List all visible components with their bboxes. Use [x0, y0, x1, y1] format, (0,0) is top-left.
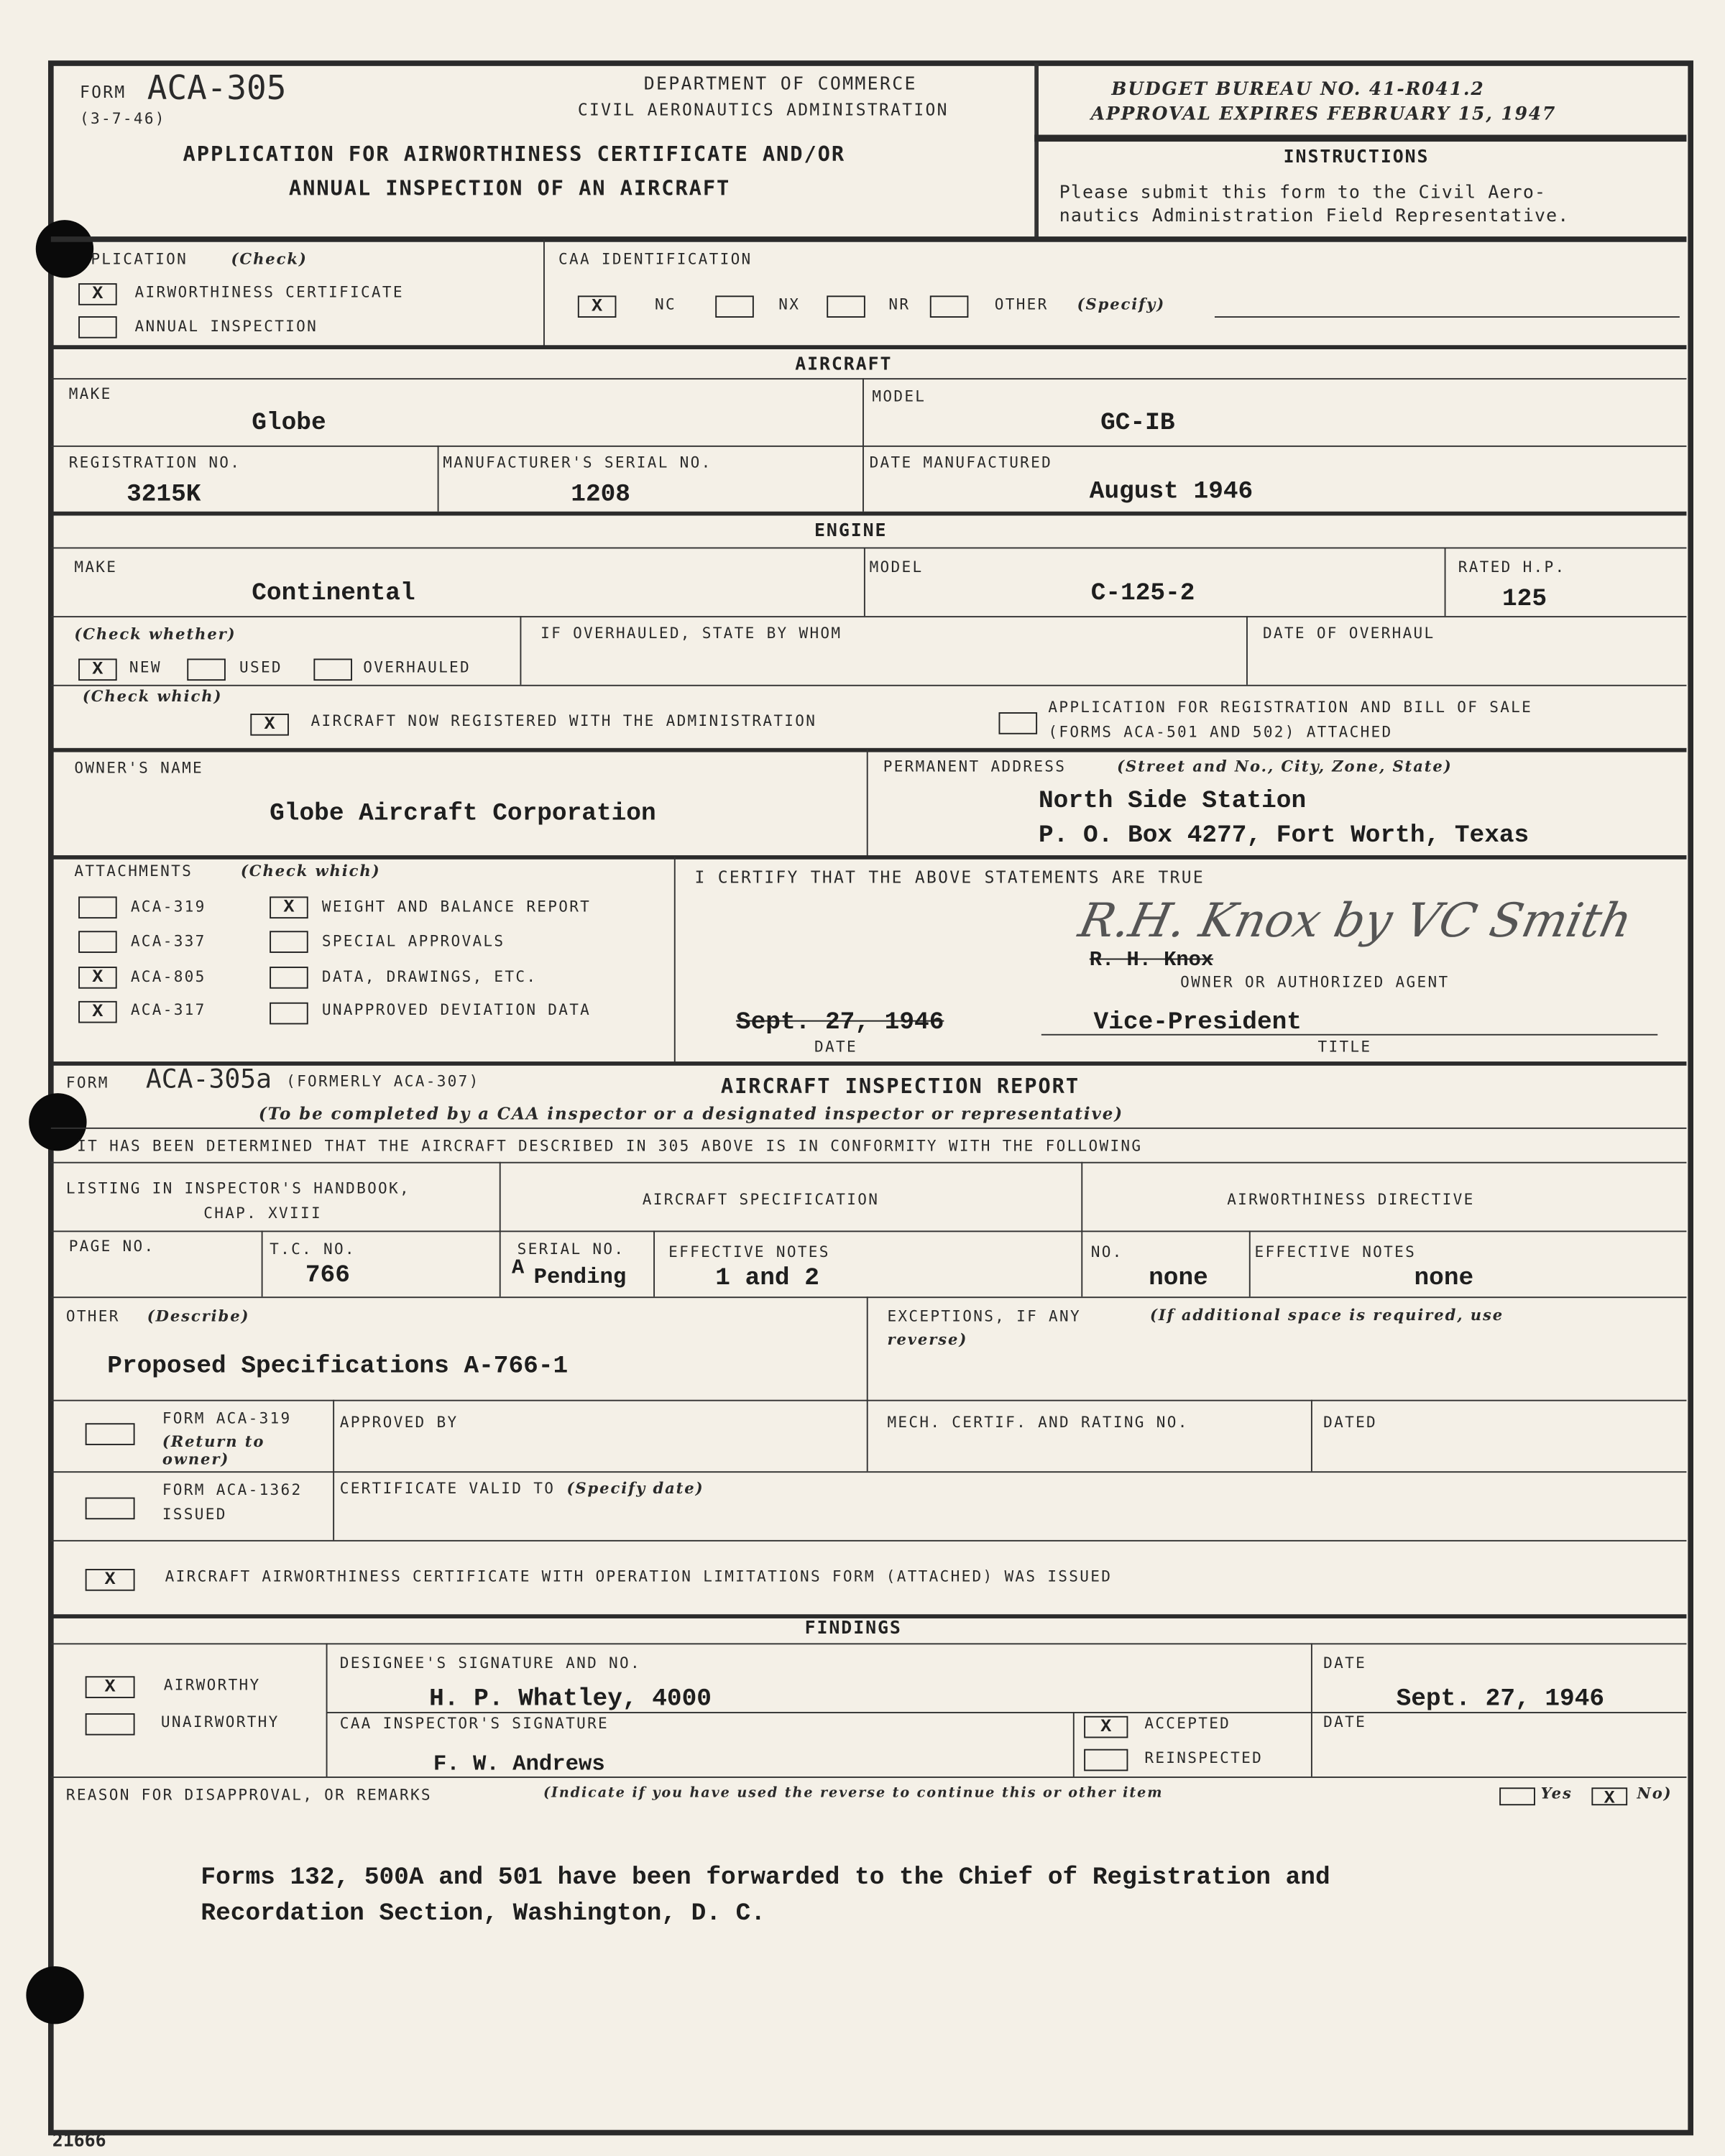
punch-hole — [36, 220, 93, 277]
option-label: ACCEPTED — [1144, 1714, 1231, 1733]
other-value: Proposed Specifications A-766-1 — [107, 1353, 569, 1381]
divider — [51, 1162, 1687, 1164]
field-label: NO. — [1090, 1243, 1123, 1261]
field-label: MAKE — [74, 558, 118, 576]
divider — [51, 855, 1687, 860]
checkbox-no[interactable]: X — [1591, 1787, 1627, 1805]
registration-number-value: 3215K — [126, 481, 201, 509]
aircraft-make-value: Globe — [252, 410, 326, 438]
divider — [51, 1540, 1687, 1542]
field-hint: (Specify date) — [566, 1479, 704, 1498]
form-title-line1: APPLICATION FOR AIRWORTHINESS CERTIFICATE AND/OR — [183, 142, 846, 167]
divider — [1311, 1400, 1312, 1471]
divider — [51, 345, 1687, 349]
option-label: Yes — [1540, 1784, 1573, 1803]
divider — [1073, 1712, 1075, 1777]
checkbox-airworthiness-certificate[interactable]: X — [78, 283, 117, 305]
field-label: (Return to — [162, 1432, 265, 1451]
checkbox-form-aca-1362[interactable] — [86, 1498, 135, 1520]
field-label: DATE — [814, 1038, 857, 1056]
checkbox-nx[interactable] — [715, 295, 754, 318]
field-label: DATE MANUFACTURED — [869, 453, 1053, 472]
field-label: APPROVED BY — [339, 1413, 459, 1432]
field-label: ISSUED — [162, 1506, 227, 1524]
conformity-statement: IT HAS BEEN DETERMINED THAT THE AIRCRAFT DESCRIBED IN 305 ABOVE IS IN CONFORMITY WITH THE FOLLOWING — [77, 1137, 1143, 1156]
option-label: APPLICATION FOR REGISTRATION AND BILL OF SALE — [1048, 698, 1533, 717]
option-label: ACA-317 — [130, 1000, 206, 1019]
serial-prefix: A — [511, 1256, 525, 1281]
aircraft-heading: AIRCRAFT — [795, 354, 893, 376]
certify-date-value: Sept. 27, 1946 — [735, 1009, 944, 1037]
checkbox-certificate-issued[interactable]: X — [86, 1569, 135, 1591]
application-label-hint: (Check) — [231, 250, 308, 269]
field-hint: reverse) — [887, 1331, 968, 1349]
field-label: FORM ACA-1362 — [162, 1480, 303, 1499]
divider — [674, 857, 676, 1063]
option-label: AIRCRAFT NOW REGISTERED WITH THE ADMINISTRATION — [310, 712, 817, 730]
divider — [51, 685, 1687, 686]
option-label: OTHER — [994, 295, 1049, 314]
punch-hole — [26, 1966, 83, 2024]
checkbox-data-drawings[interactable] — [270, 967, 308, 989]
budget-bureau: BUDGET BUREAU NO. 41-R041.2 — [1111, 79, 1485, 101]
field-label: MODEL — [869, 558, 924, 576]
field-label: MECH. CERTIF. AND RATING NO. — [887, 1413, 1189, 1432]
findings-heading: FINDINGS — [804, 1618, 902, 1639]
field-hint: (If additional space is required, use — [1150, 1306, 1504, 1325]
typed-name: R. H. Knox — [1089, 949, 1214, 972]
administration: CIVIL AERONAUTICS ADMINISTRATION — [577, 100, 949, 120]
checkbox-aca-337[interactable] — [78, 931, 117, 953]
field-label: MANUFACTURER'S SERIAL NO. — [443, 453, 712, 472]
findings-date-value: Sept. 27, 1946 — [1396, 1685, 1605, 1713]
field-label: FORM ACA-319 — [162, 1409, 292, 1428]
address-line2: P. O. Box 4277, Fort Worth, Texas — [1038, 822, 1530, 850]
owner-signature: R.H. Knox by VC Smith — [1074, 893, 1637, 949]
document-number: 21666 — [52, 2131, 106, 2152]
attachments-label: ATTACHMENTS — [74, 862, 193, 880]
field-label: CERTIFICATE VALID TO — [339, 1479, 556, 1498]
field-label: owner) — [162, 1450, 230, 1469]
field-label: MAKE — [68, 384, 112, 403]
field-label: AIRCRAFT SPECIFICATION — [642, 1190, 880, 1209]
field-label: DATE — [1323, 1654, 1367, 1672]
option-label: UNAIRWORTHY — [160, 1713, 280, 1731]
checkbox-nc[interactable]: X — [578, 295, 617, 318]
divider — [51, 1296, 1687, 1298]
engine-make-value: Continental — [252, 580, 415, 608]
effective-notes-value: 1 and 2 — [715, 1265, 819, 1293]
divider — [333, 1400, 334, 1540]
instructions-text: nautics Administration Field Representative. — [1059, 206, 1570, 227]
field-label: T.C. NO. — [270, 1240, 356, 1258]
ad-effective-notes-value: none — [1414, 1265, 1474, 1293]
field-label: EFFECTIVE NOTES — [1254, 1243, 1417, 1261]
field-label: CAA INSPECTOR'S SIGNATURE — [339, 1714, 610, 1733]
option-label: No) — [1637, 1784, 1673, 1803]
checkbox-unapproved-deviation[interactable] — [270, 1003, 308, 1025]
divider — [262, 1230, 263, 1296]
application-label: PLICATION — [91, 250, 188, 269]
divider — [867, 1296, 868, 1401]
field-label: MODEL — [872, 387, 926, 406]
field-label: EXCEPTIONS, IF ANY — [887, 1307, 1081, 1326]
field-label: (Check whether) — [74, 625, 236, 644]
divider — [51, 547, 1687, 548]
aircraft-model-value: GC-IB — [1100, 410, 1175, 438]
inspection-heading: AIRCRAFT INSPECTION REPORT — [720, 1074, 1080, 1099]
checkbox-annual-inspection[interactable] — [78, 316, 117, 338]
checkbox-new[interactable]: X — [78, 658, 117, 681]
option-label: NC — [655, 295, 676, 314]
field-hint: (Describe) — [147, 1307, 250, 1326]
divider — [51, 616, 1687, 617]
form-number: ACA-305 — [147, 68, 287, 108]
divider — [864, 547, 865, 616]
title-line — [1041, 1034, 1657, 1036]
checkbox-overhauled[interactable] — [313, 658, 352, 681]
option-label: (FORMS ACA-501 AND 502) ATTACHED — [1048, 723, 1393, 742]
form-label: FORM — [80, 82, 126, 102]
field-label: OWNER OR AUTHORIZED AGENT — [1180, 973, 1450, 992]
remarks-text: Forms 132, 500A and 501 have been forwarded to the Chief of Registration and — [201, 1864, 1330, 1892]
divider — [326, 1643, 328, 1777]
option-label: ANNUAL INSPECTION — [134, 317, 318, 336]
form-label: FORM — [65, 1074, 109, 1092]
checkbox-accepted[interactable]: X — [1084, 1716, 1128, 1738]
option-label: SPECIAL APPROVALS — [321, 932, 505, 951]
checkbox-reinspected[interactable] — [1084, 1749, 1128, 1772]
divider — [1034, 63, 1039, 239]
divider — [1246, 616, 1248, 685]
field-label: PAGE NO. — [68, 1237, 155, 1256]
specify-hint: (Specify) — [1077, 295, 1166, 314]
field-hint: (Check which) — [240, 862, 381, 880]
ad-number-value: none — [1149, 1265, 1208, 1293]
checkbox-special-approvals[interactable] — [270, 931, 308, 953]
divider — [51, 748, 1687, 752]
checkbox-aca-317[interactable]: X — [78, 1001, 117, 1023]
field-label: OWNER'S NAME — [74, 759, 204, 778]
field-label: REGISTRATION NO. — [68, 453, 242, 472]
form-date: (3-7-46) — [80, 110, 166, 128]
field-label: SERIAL NO. — [517, 1240, 625, 1258]
field-hint: (Indicate if you have used the reverse to continue this or other item — [543, 1786, 1164, 1802]
option-label: REINSPECTED — [1144, 1749, 1264, 1767]
field-label: DESIGNEE'S SIGNATURE AND NO. — [339, 1654, 641, 1672]
option-label: AIRWORTHY — [163, 1676, 261, 1695]
remarks-text: Recordation Section, Washington, D. C. — [201, 1900, 766, 1928]
option-label: WEIGHT AND BALANCE REPORT — [321, 898, 592, 916]
engine-model-value: C-125-2 — [1090, 580, 1195, 608]
spec-serial-value: Pending — [533, 1265, 627, 1290]
option-label: NEW — [129, 658, 162, 677]
option-label: UNAPPROVED DEVIATION DATA — [321, 1000, 592, 1019]
divider — [51, 1230, 1687, 1232]
department: DEPARTMENT OF COMMERCE — [643, 74, 917, 96]
divider — [520, 616, 521, 685]
divider — [1445, 547, 1446, 616]
formerly-label: (FORMERLY ACA-307) — [286, 1072, 480, 1091]
option-label: ACA-337 — [130, 932, 206, 951]
inspection-subheading: (To be completed by a CAA inspector or a designated inspector or representative) — [258, 1104, 1124, 1124]
divider — [1081, 1162, 1082, 1297]
option-label: AIRWORTHINESS CERTIFICATE — [134, 283, 404, 302]
divider — [51, 1643, 1687, 1644]
instructions-title: INSTRUCTIONS — [1283, 147, 1430, 168]
divider — [500, 1162, 501, 1297]
option-label: USED — [239, 658, 282, 677]
field-label: REASON FOR DISAPPROVAL, OR REMARKS — [65, 1786, 432, 1805]
option-label: NR — [888, 295, 911, 314]
checkbox-unairworthy[interactable] — [86, 1713, 135, 1736]
divider — [1249, 1230, 1251, 1296]
option-label: ACA-319 — [130, 898, 206, 916]
divider — [867, 1400, 868, 1471]
divider — [51, 378, 1687, 379]
checkbox-airworthy[interactable]: X — [86, 1676, 135, 1698]
certify-title-value: Vice-President — [1093, 1009, 1302, 1037]
caa-inspector-signature-value: F. W. Andrews — [433, 1751, 605, 1777]
divider — [51, 1061, 1687, 1066]
option-label: OVERHAULED — [363, 658, 472, 677]
instructions-text: Please submit this form to the Civil Aero- — [1059, 183, 1547, 204]
caa-identification-label: CAA IDENTIFICATION — [558, 250, 753, 269]
certify-statement: I CERTIFY THAT THE ABOVE STATEMENTS ARE TRUE — [694, 867, 1205, 888]
date-manufactured-value: August 1946 — [1089, 478, 1254, 507]
checkbox-other[interactable] — [930, 295, 969, 318]
owner-name-value: Globe Aircraft Corporation — [270, 800, 656, 828]
rated-hp-value: 125 — [1501, 586, 1547, 614]
checkbox-nr[interactable] — [827, 295, 865, 318]
form-title-line2: ANNUAL INSPECTION OF AN AIRCRAFT — [288, 175, 731, 201]
engine-heading: ENGINE — [814, 521, 888, 542]
field-label: CHAP. XVIII — [203, 1204, 322, 1222]
divider — [543, 239, 545, 346]
field-label: DATE — [1323, 1713, 1367, 1731]
divider — [438, 446, 439, 512]
checkbox-aca-805[interactable]: X — [78, 967, 117, 989]
checkbox-aca-319[interactable] — [78, 896, 117, 918]
checkbox-weight-balance[interactable]: X — [270, 896, 308, 918]
divider — [1034, 135, 1686, 142]
option-label: DATA, DRAWINGS, ETC. — [321, 967, 538, 986]
checkbox-registration-application[interactable] — [998, 712, 1037, 734]
field-label: DATED — [1323, 1413, 1378, 1432]
option-label: NX — [778, 295, 801, 314]
address-line1: North Side Station — [1038, 788, 1307, 816]
checkbox-aircraft-registered[interactable]: X — [250, 714, 289, 736]
divider — [51, 1777, 1687, 1778]
field-label: EFFECTIVE NOTES — [668, 1243, 830, 1261]
divider — [51, 512, 1687, 516]
option-label: ACA-805 — [130, 967, 206, 986]
checkbox-yes[interactable] — [1499, 1787, 1535, 1805]
option-label: AIRCRAFT AIRWORTHINESS CERTIFICATE WITH OPERATION LIMITATIONS FORM (ATTACHED) WAS ISSUED — [165, 1567, 1113, 1586]
inspection-form-number: ACA-305a — [145, 1064, 272, 1095]
divider — [1311, 1643, 1312, 1777]
designee-signature-value: H. P. Whatley, 4000 — [429, 1685, 712, 1713]
field-label: DATE OF OVERHAUL — [1262, 624, 1435, 642]
divider — [867, 750, 868, 857]
manufacturer-serial-value: 1208 — [571, 481, 630, 509]
field-label: OTHER — [65, 1307, 120, 1326]
field-label: AIRWORTHINESS DIRECTIVE — [1227, 1190, 1475, 1209]
divider — [51, 446, 1687, 447]
divider — [51, 1471, 1687, 1473]
field-label: LISTING IN INSPECTOR'S HANDBOOK, — [65, 1179, 410, 1198]
field-label: IF OVERHAULED, STATE BY WHOM — [540, 624, 842, 642]
divider — [51, 236, 1687, 242]
field-label: TITLE — [1317, 1038, 1372, 1056]
other-specify-input[interactable] — [1215, 316, 1680, 318]
divider — [51, 1400, 1687, 1401]
field-label: PERMANENT ADDRESS — [883, 757, 1067, 776]
field-hint: (Street and No., City, Zone, State) — [1117, 757, 1453, 776]
divider — [653, 1230, 655, 1296]
tc-number-value: 766 — [305, 1262, 350, 1290]
divider — [51, 1128, 1687, 1129]
field-label: RATED H.P. — [1458, 558, 1566, 576]
checkbox-used[interactable] — [187, 658, 226, 681]
approval-expires: APPROVAL EXPIRES FEBRUARY 15, 1947 — [1090, 104, 1557, 126]
checkbox-form-aca-319[interactable] — [86, 1423, 135, 1445]
field-label: (Check which) — [82, 687, 223, 706]
